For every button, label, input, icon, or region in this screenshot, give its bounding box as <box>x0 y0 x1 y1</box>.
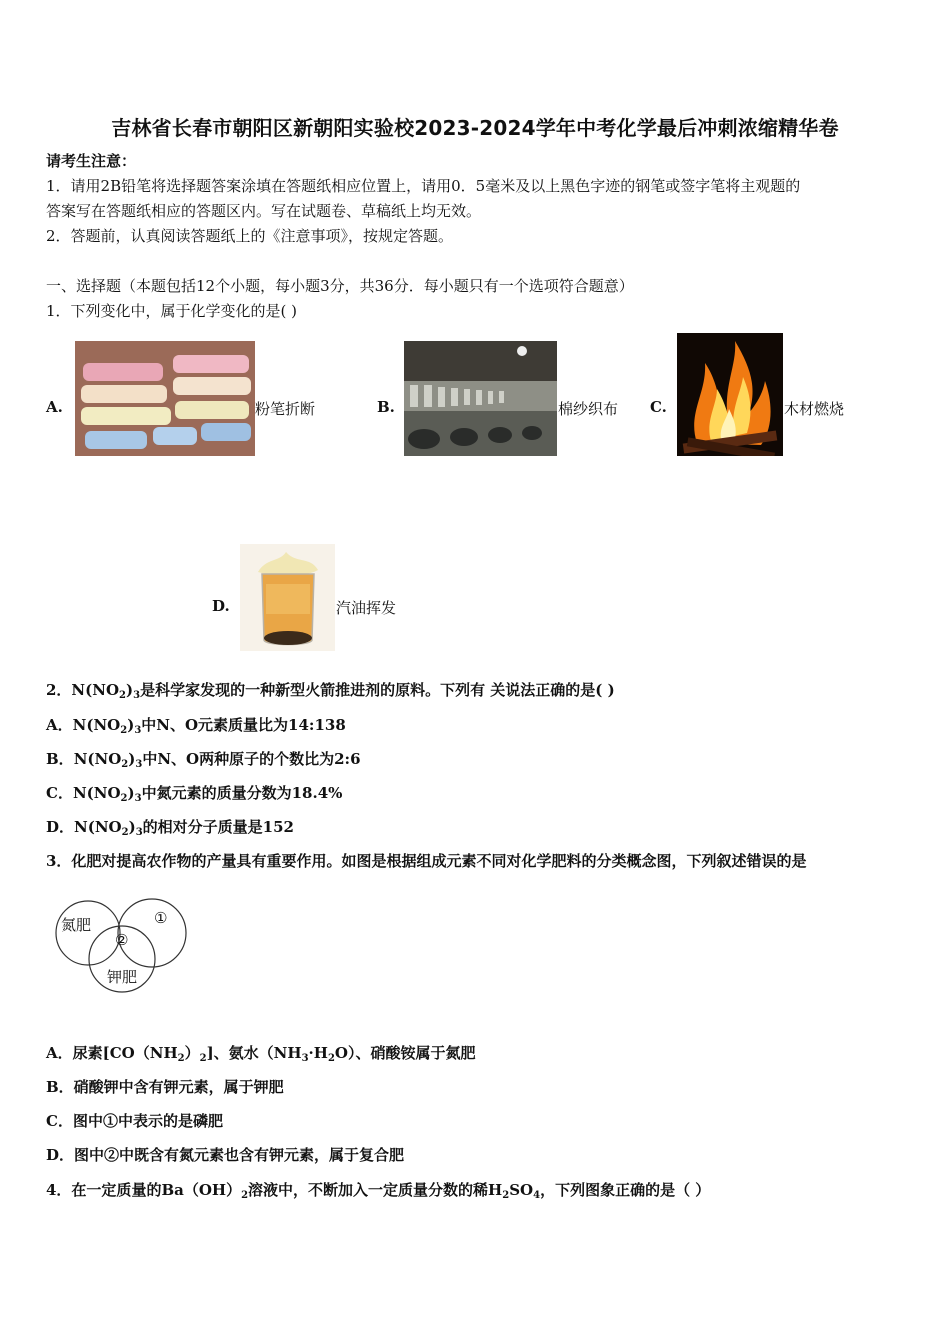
fertilizer-venn-diagram <box>50 893 190 993</box>
question-2-stem: 2．$N(NO_2)_3$是科学家发现的一种新型火箭推进剂的原料。下列有 关说法正确的是( ) <box>46 681 615 701</box>
q3-option-b[interactable]: B．硝酸钾中含有钾元素，属于钾肥 <box>46 1078 284 1096</box>
q1-option-c-text: 木材燃烧 <box>784 400 845 418</box>
q3-option-c[interactable]: C．图中①中表示的是磷肥 <box>46 1112 223 1130</box>
gasoline-beaker-image <box>240 544 335 651</box>
q1-option-b-text: 棉纱织布 <box>558 400 619 418</box>
notice-line-1a: 1．请用2B铅笔将选择题答案涂填在答题纸相应位置上，请用0．5毫米及以上黑色字迹的钢笔或签字笔将主观题的 <box>46 177 801 195</box>
venn-label-2: ② <box>115 931 129 949</box>
wood-fire-image <box>677 333 783 456</box>
section-heading: 一、选择题（本题包括12个小题，每小题3分，共36分．每小题只有一个选项符合题意） <box>46 277 634 295</box>
question-1-stem: 1．下列变化中，属于化学变化的是( ) <box>46 302 298 320</box>
page-title: 吉林省长春市朝阳区新朝阳实验校2023-2024学年中考化学最后冲刺浓缩精华卷 <box>111 116 839 140</box>
q1-option-a-label[interactable]: A. <box>46 398 63 416</box>
q3-option-d[interactable]: D．图中②中既含有氮元素也含有钾元素，属于复合肥 <box>46 1146 405 1164</box>
q3-option-a[interactable]: A．尿素$[CO(NH_2)_2]$、氨水$(NH_3\cdot H_2O)$、硝酸铵属于氮肥 <box>46 1044 476 1064</box>
chalk-image <box>75 341 255 456</box>
venn-label-1: ① <box>154 909 168 927</box>
question-4-stem: 4．在一定质量的$Ba(OH)_2$溶液中，不断加入一定质量分数的稀$H_2SO_4$，下列图象正确的是（ ） <box>46 1181 711 1201</box>
q1-option-c-label[interactable]: C. <box>650 398 667 416</box>
notice-heading: 请考生注意： <box>46 152 137 170</box>
question-3-stem: 3．化肥对提高农作物的产量具有重要作用。如图是根据组成元素不同对化学肥料的分类概念图，下列叙述错误的是 <box>46 852 807 870</box>
q1-option-d-label[interactable]: D. <box>212 597 230 615</box>
q1-option-d-text: 汽油挥发 <box>336 599 397 617</box>
q2-option-c[interactable]: C．$N(NO_2)_3$中氮元素的质量分数为18.4% <box>46 784 343 804</box>
q2-option-a[interactable]: A．$N(NO_2)_3$中N、O元素质量比为14:138 <box>46 716 346 736</box>
q2-option-d[interactable]: D．$N(NO_2)_3$的相对分子质量是152 <box>46 818 294 838</box>
q1-option-b-label[interactable]: B. <box>377 398 395 416</box>
venn-label-nitrogen: 氮肥 <box>61 916 92 934</box>
spinning-mill-image <box>404 341 557 456</box>
venn-label-potassium: 钾肥 <box>107 968 138 986</box>
notice-line-1b: 答案写在答题纸相应的答题区内。写在试题卷、草稿纸上均无效。 <box>46 202 482 220</box>
q1-option-a-text: 粉笔折断 <box>255 400 316 418</box>
q2-option-b[interactable]: B．$N(NO_2)_3$中N、O两种原子的个数比为2:6 <box>46 750 361 770</box>
notice-line-2: 2．答题前，认真阅读答题纸上的《注意事项》，按规定答题。 <box>46 227 454 245</box>
